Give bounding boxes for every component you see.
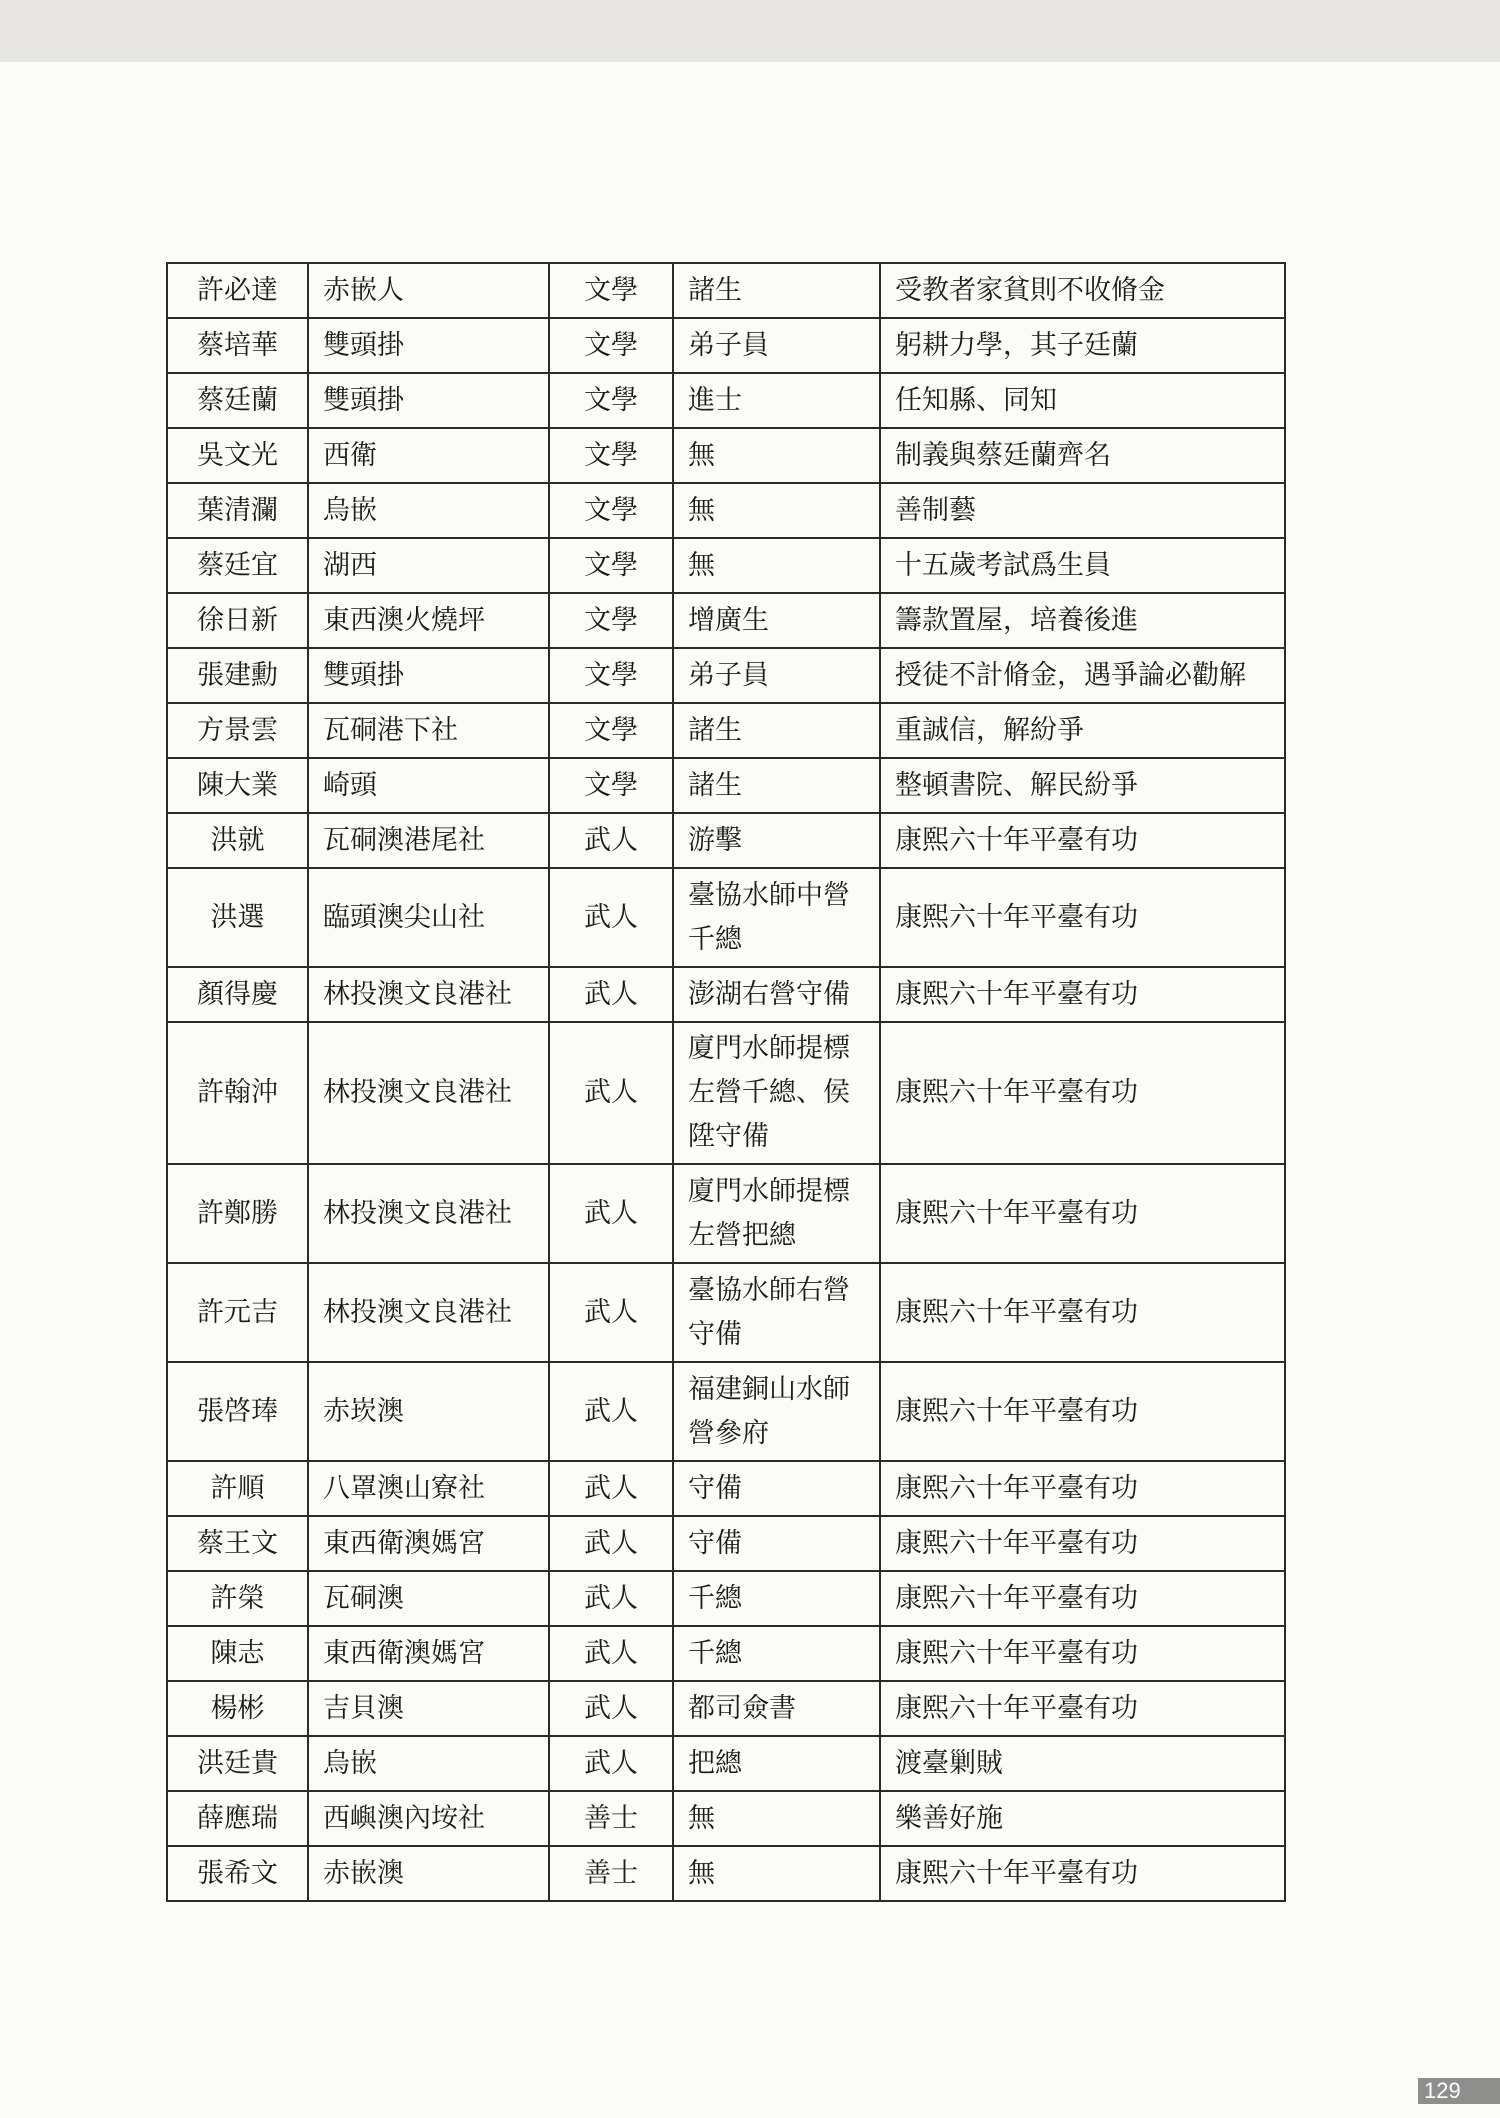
description-cell: 十五歲考試爲生員: [880, 538, 1285, 593]
description-cell: 康熙六十年平臺有功: [880, 1681, 1285, 1736]
description-cell: 籌款置屋，培養後進: [880, 593, 1285, 648]
category-cell: 武人: [549, 1736, 673, 1791]
name-cell: 陳大業: [167, 758, 308, 813]
table-row: [167, 1681, 1285, 1736]
title-cell: 守備: [673, 1516, 880, 1571]
origin-cell: 崎頭: [308, 758, 549, 813]
table-row: [167, 1846, 1285, 1901]
title-cell: 無: [673, 1846, 880, 1901]
name-cell: 張希文: [167, 1846, 308, 1901]
description-cell: 康熙六十年平臺有功: [880, 1461, 1285, 1516]
origin-cell: 雙頭掛: [308, 373, 549, 428]
description-cell: 康熙六十年平臺有功: [880, 1846, 1285, 1901]
scan-top-band: [0, 0, 1500, 62]
category-cell: 武人: [549, 868, 673, 967]
category-cell: 文學: [549, 538, 673, 593]
name-cell: 許元吉: [167, 1263, 308, 1362]
title-cell: 臺協水師中營千總: [673, 868, 880, 967]
name-cell: 許順: [167, 1461, 308, 1516]
name-cell: 陳志: [167, 1626, 308, 1681]
table-row: [167, 1164, 1285, 1263]
table-row: [167, 813, 1285, 868]
biography-table: [166, 262, 1286, 1902]
table-row: [167, 1736, 1285, 1791]
category-cell: 文學: [549, 373, 673, 428]
origin-cell: 湖西: [308, 538, 549, 593]
name-cell: 許必達: [167, 263, 308, 318]
origin-cell: 瓦硐澳: [308, 1571, 549, 1626]
title-cell: 臺協水師右營守備: [673, 1263, 880, 1362]
origin-cell: 林投澳文良港社: [308, 1164, 549, 1263]
category-cell: 武人: [549, 813, 673, 868]
description-cell: 康熙六十年平臺有功: [880, 1164, 1285, 1263]
description-cell: 任知縣、同知: [880, 373, 1285, 428]
description-cell: 重誠信，解紛爭: [880, 703, 1285, 758]
name-cell: 洪選: [167, 868, 308, 967]
category-cell: 武人: [549, 1263, 673, 1362]
origin-cell: 林投澳文良港社: [308, 1022, 549, 1164]
table-row: [167, 1461, 1285, 1516]
title-cell: 都司僉書: [673, 1681, 880, 1736]
origin-cell: 雙頭掛: [308, 648, 549, 703]
category-cell: 文學: [549, 428, 673, 483]
title-cell: 澎湖右營守備: [673, 967, 880, 1022]
category-cell: 武人: [549, 1022, 673, 1164]
table-row: [167, 428, 1285, 483]
origin-cell: 雙頭掛: [308, 318, 549, 373]
table-row: [167, 1022, 1285, 1164]
category-cell: 文學: [549, 758, 673, 813]
table-row: [167, 1626, 1285, 1681]
category-cell: 武人: [549, 967, 673, 1022]
origin-cell: 烏嵌: [308, 1736, 549, 1791]
title-cell: 無: [673, 428, 880, 483]
table-row: [167, 593, 1285, 648]
title-cell: 把總: [673, 1736, 880, 1791]
table-row: [167, 1263, 1285, 1362]
name-cell: 蔡廷宜: [167, 538, 308, 593]
description-cell: 康熙六十年平臺有功: [880, 1022, 1285, 1164]
category-cell: 文學: [549, 593, 673, 648]
category-cell: 文學: [549, 318, 673, 373]
title-cell: 千總: [673, 1571, 880, 1626]
category-cell: 武人: [549, 1362, 673, 1461]
name-cell: 徐日新: [167, 593, 308, 648]
description-cell: 受教者家貧則不收脩金: [880, 263, 1285, 318]
page-number: 129: [1418, 2078, 1500, 2104]
table-row: [167, 1516, 1285, 1571]
description-cell: 康熙六十年平臺有功: [880, 967, 1285, 1022]
name-cell: 洪廷貴: [167, 1736, 308, 1791]
table-row: [167, 703, 1285, 758]
category-cell: 武人: [549, 1516, 673, 1571]
origin-cell: 赤嵌人: [308, 263, 549, 318]
table-row: [167, 1362, 1285, 1461]
name-cell: 許榮: [167, 1571, 308, 1626]
title-cell: 諸生: [673, 263, 880, 318]
title-cell: 福建銅山水師營參府: [673, 1362, 880, 1461]
name-cell: 許鄭勝: [167, 1164, 308, 1263]
table-row: [167, 1791, 1285, 1846]
category-cell: 武人: [549, 1164, 673, 1263]
title-cell: 無: [673, 1791, 880, 1846]
origin-cell: 東西衛澳媽宮: [308, 1516, 549, 1571]
description-cell: 康熙六十年平臺有功: [880, 868, 1285, 967]
origin-cell: 臨頭澳尖山社: [308, 868, 549, 967]
description-cell: 康熙六十年平臺有功: [880, 1571, 1285, 1626]
name-cell: 洪就: [167, 813, 308, 868]
category-cell: 文學: [549, 648, 673, 703]
category-cell: 武人: [549, 1571, 673, 1626]
name-cell: 許翰沖: [167, 1022, 308, 1164]
description-cell: 康熙六十年平臺有功: [880, 813, 1285, 868]
name-cell: 張建勳: [167, 648, 308, 703]
name-cell: 吳文光: [167, 428, 308, 483]
table-row: [167, 318, 1285, 373]
table-row: [167, 538, 1285, 593]
table-row: [167, 483, 1285, 538]
description-cell: 康熙六十年平臺有功: [880, 1626, 1285, 1681]
table-row: [167, 373, 1285, 428]
title-cell: 進士: [673, 373, 880, 428]
origin-cell: 赤嵌澳: [308, 1846, 549, 1901]
title-cell: 千總: [673, 1626, 880, 1681]
table-row: [167, 868, 1285, 967]
origin-cell: 林投澳文良港社: [308, 1263, 549, 1362]
table-row: [167, 263, 1285, 318]
description-cell: 授徒不計脩金，遇爭論必勸解: [880, 648, 1285, 703]
title-cell: 無: [673, 483, 880, 538]
table-row: [167, 758, 1285, 813]
name-cell: 顏得慶: [167, 967, 308, 1022]
origin-cell: 瓦硐港下社: [308, 703, 549, 758]
name-cell: 張啓琫: [167, 1362, 308, 1461]
origin-cell: 瓦硐澳港尾社: [308, 813, 549, 868]
category-cell: 文學: [549, 483, 673, 538]
origin-cell: 烏嵌: [308, 483, 549, 538]
description-cell: 制義與蔡廷蘭齊名: [880, 428, 1285, 483]
category-cell: 武人: [549, 1461, 673, 1516]
description-cell: 樂善好施: [880, 1791, 1285, 1846]
title-cell: 弟子員: [673, 318, 880, 373]
title-cell: 廈門水師提標左營把總: [673, 1164, 880, 1263]
category-cell: 善士: [549, 1791, 673, 1846]
category-cell: 文學: [549, 703, 673, 758]
title-cell: 守備: [673, 1461, 880, 1516]
description-cell: 渡臺剿賊: [880, 1736, 1285, 1791]
description-cell: 康熙六十年平臺有功: [880, 1362, 1285, 1461]
name-cell: 楊彬: [167, 1681, 308, 1736]
origin-cell: 東西澳火燒坪: [308, 593, 549, 648]
title-cell: 游擊: [673, 813, 880, 868]
description-cell: 躬耕力學，其子廷蘭: [880, 318, 1285, 373]
name-cell: 方景雲: [167, 703, 308, 758]
category-cell: 善士: [549, 1846, 673, 1901]
name-cell: 蔡王文: [167, 1516, 308, 1571]
name-cell: 薛應瑞: [167, 1791, 308, 1846]
origin-cell: 吉貝澳: [308, 1681, 549, 1736]
table-row: [167, 648, 1285, 703]
description-cell: 善制藝: [880, 483, 1285, 538]
title-cell: 增廣生: [673, 593, 880, 648]
name-cell: 蔡培華: [167, 318, 308, 373]
description-cell: 康熙六十年平臺有功: [880, 1263, 1285, 1362]
origin-cell: 西衛: [308, 428, 549, 483]
name-cell: 葉清瀾: [167, 483, 308, 538]
category-cell: 文學: [549, 263, 673, 318]
title-cell: 弟子員: [673, 648, 880, 703]
origin-cell: 八罩澳山寮社: [308, 1461, 549, 1516]
title-cell: 諸生: [673, 758, 880, 813]
origin-cell: 西嶼澳內垵社: [308, 1791, 549, 1846]
table-row: [167, 1571, 1285, 1626]
title-cell: 無: [673, 538, 880, 593]
name-cell: 蔡廷蘭: [167, 373, 308, 428]
origin-cell: 赤崁澳: [308, 1362, 549, 1461]
origin-cell: 林投澳文良港社: [308, 967, 549, 1022]
category-cell: 武人: [549, 1681, 673, 1736]
description-cell: 整頓書院、解民紛爭: [880, 758, 1285, 813]
description-cell: 康熙六十年平臺有功: [880, 1516, 1285, 1571]
origin-cell: 東西衛澳媽宮: [308, 1626, 549, 1681]
title-cell: 廈門水師提標左營千總、侯陞守備: [673, 1022, 880, 1164]
category-cell: 武人: [549, 1626, 673, 1681]
title-cell: 諸生: [673, 703, 880, 758]
table-row: [167, 967, 1285, 1022]
